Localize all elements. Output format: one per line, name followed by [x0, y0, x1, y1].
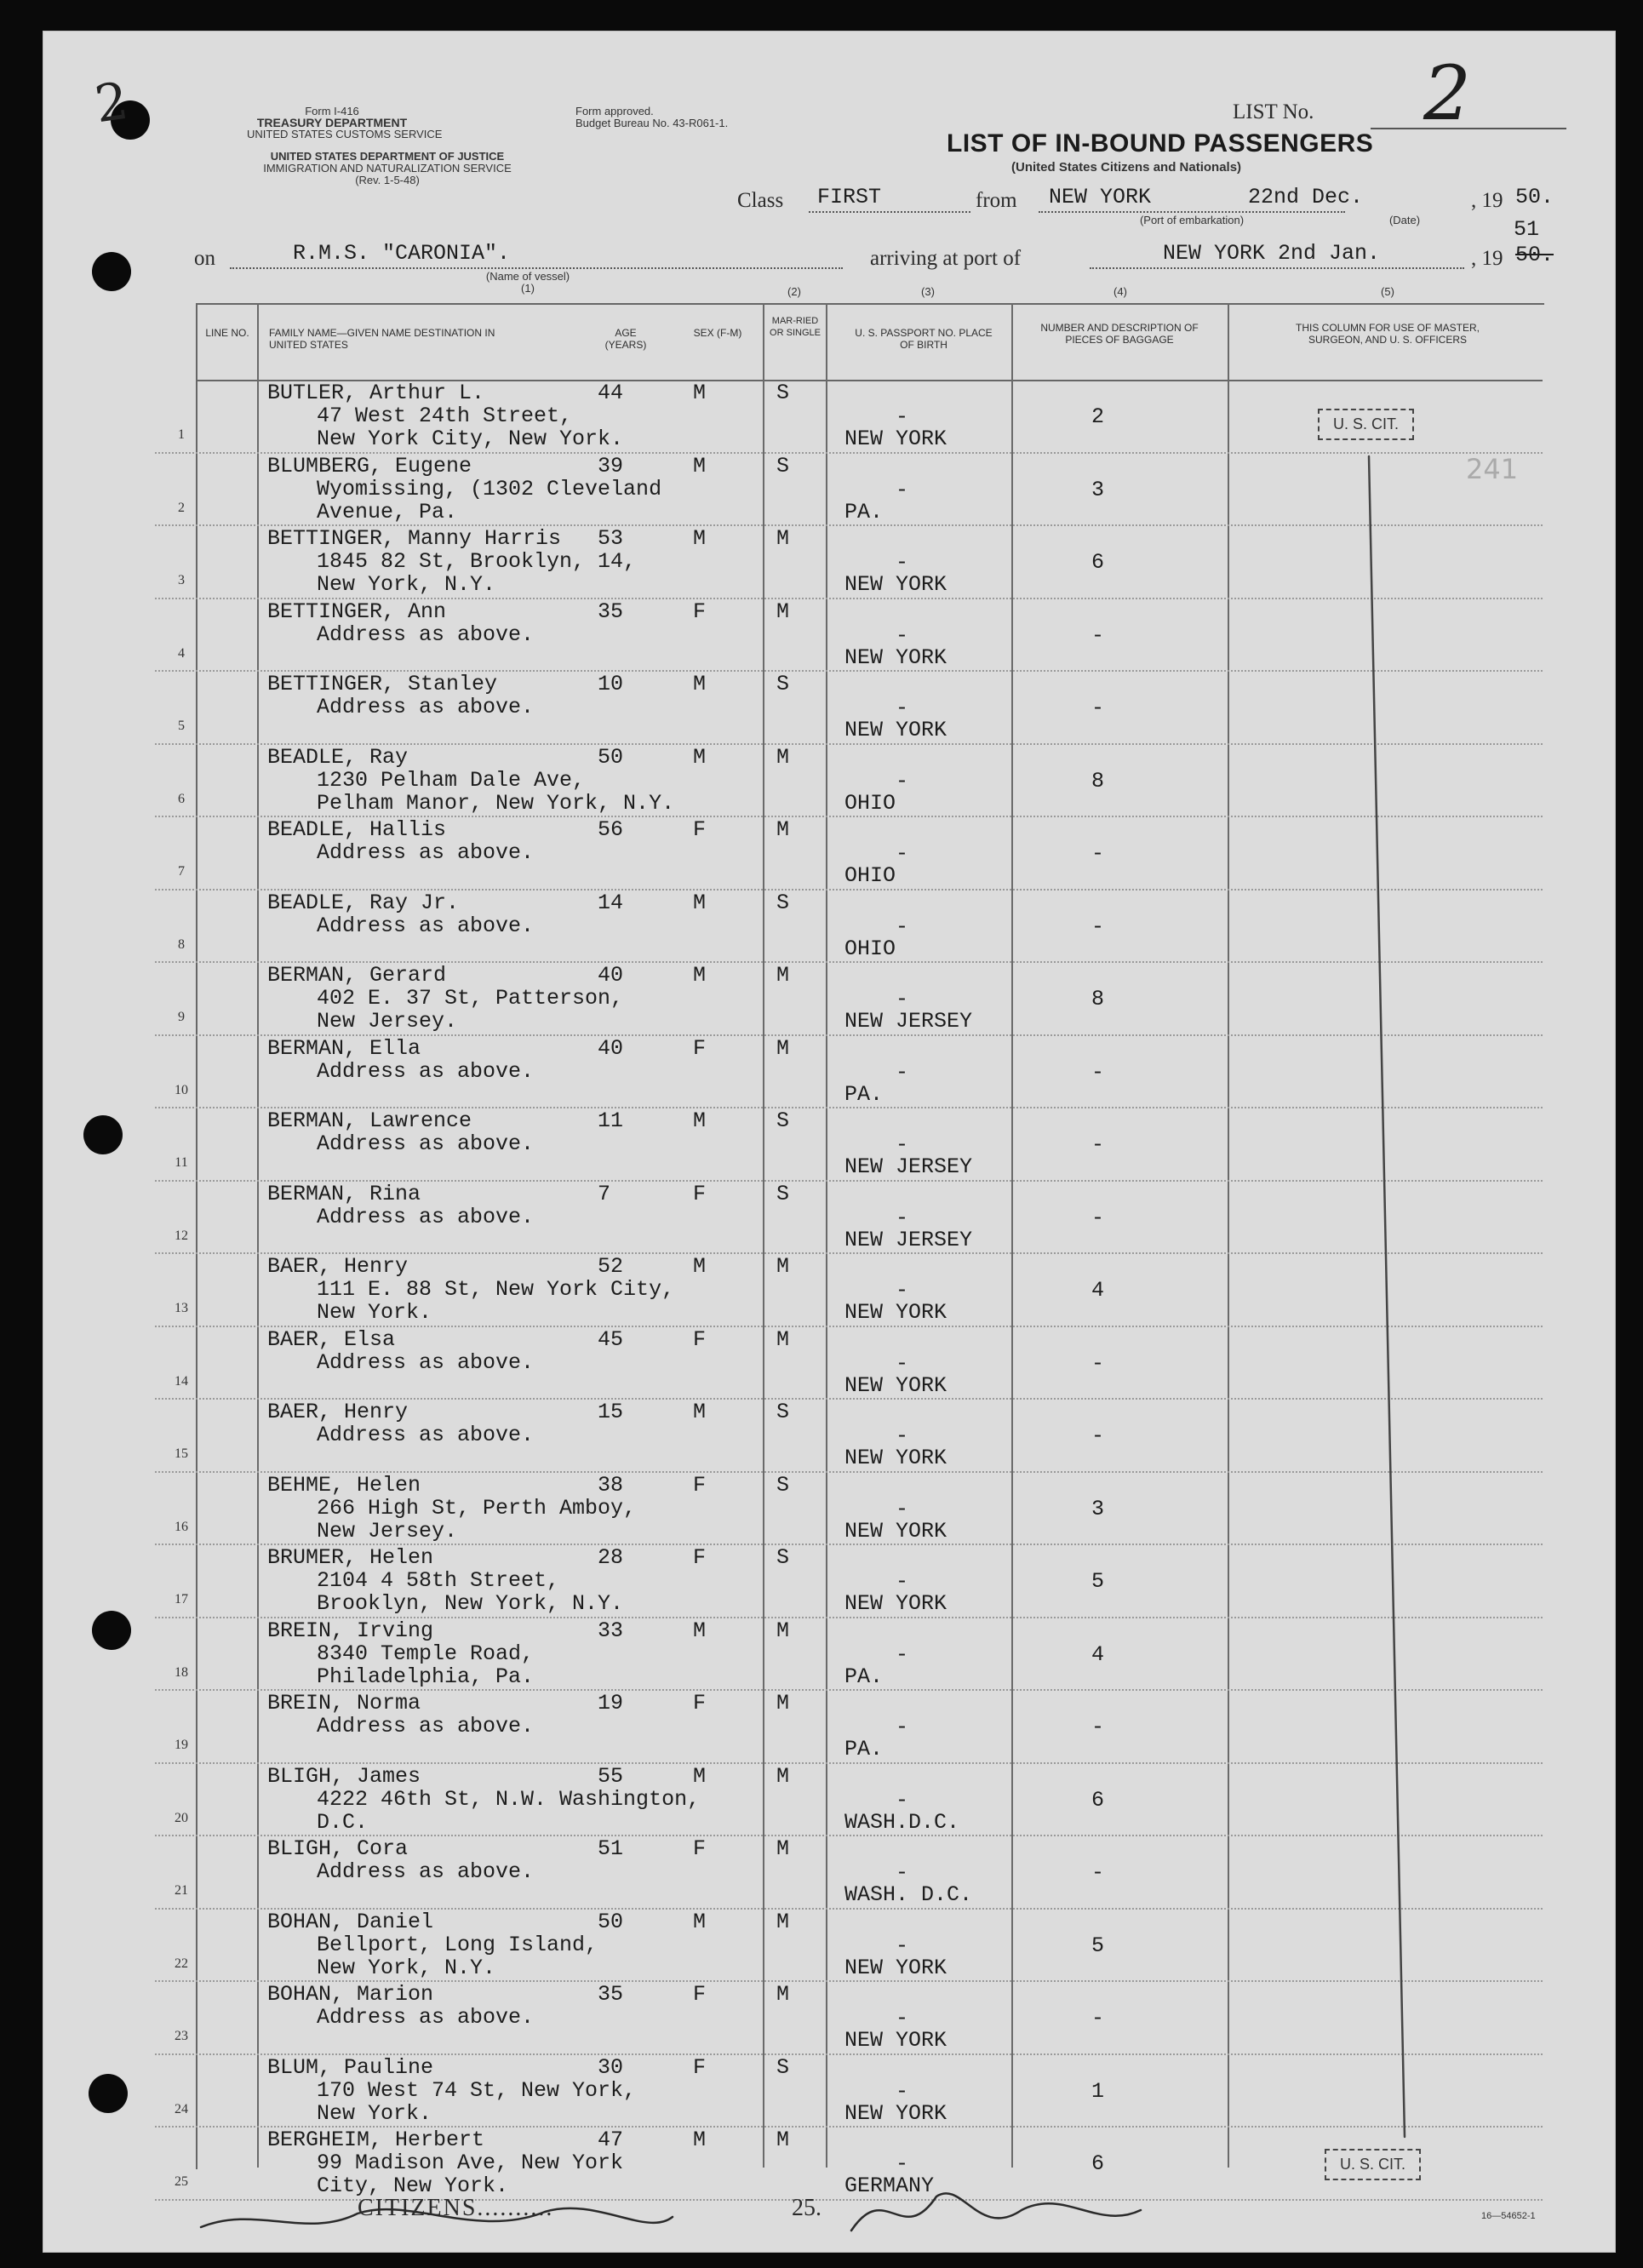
- passport-number: -: [896, 2006, 909, 2030]
- passenger-age: 45: [598, 1326, 624, 1352]
- passenger-name: BETTINGER, Manny Harris: [267, 526, 562, 551]
- passenger-address-2: New York.: [317, 1300, 432, 1325]
- passport-number: -: [896, 550, 909, 575]
- passenger-age: 11: [598, 1108, 624, 1133]
- passenger-name: BERGHEIM, Herbert: [267, 2128, 485, 2152]
- passport-number: -: [896, 1641, 909, 1667]
- passenger-sex: F: [693, 1472, 707, 1498]
- passport-number: -: [896, 1569, 909, 1594]
- baggage-count: -: [1091, 1860, 1105, 1885]
- passenger-age: 38: [598, 1472, 624, 1498]
- passenger-address-1: 170 West 74 St, New York,: [317, 2077, 637, 2103]
- vessel-caption-num: (1): [521, 282, 535, 295]
- form-approved: Form approved.: [575, 105, 654, 117]
- header-baggage: NUMBER AND DESCRIPTION OF PIECES OF BAGGAGE: [1040, 322, 1199, 346]
- passenger-name: BAER, Elsa: [267, 1326, 396, 1352]
- marital-status: M: [776, 598, 790, 624]
- line-number: 4: [178, 645, 185, 661]
- corner-mark: 2: [91, 71, 132, 135]
- passenger-age: 33: [598, 1618, 624, 1643]
- passenger-address-1: Address as above.: [317, 1859, 535, 1884]
- baggage-count: 6: [1091, 1787, 1105, 1813]
- place-of-birth: NEW YORK: [844, 718, 947, 742]
- passenger-age: 47: [598, 2128, 624, 2152]
- ins-service: IMMIGRATION AND NATURALIZATION SERVICE: [263, 162, 512, 175]
- passenger-address-1: Wyomissing, (1302 Cleveland: [317, 476, 662, 501]
- line-number: 14: [175, 1373, 188, 1389]
- col-num-4: (4): [1113, 285, 1127, 298]
- passenger-address-1: Address as above.: [317, 1714, 535, 1738]
- passenger-name: BERMAN, Rina: [267, 1181, 421, 1206]
- passenger-age: 35: [598, 1982, 624, 2007]
- line-number: 7: [178, 864, 185, 879]
- date-value: 22nd Dec.: [1248, 185, 1364, 209]
- passenger-sex: M: [693, 672, 707, 696]
- passport-number: -: [896, 1496, 909, 1521]
- line-number: 23: [175, 2029, 188, 2043]
- passenger-address-1: 111 E. 88 St, New York City,: [317, 1277, 675, 1302]
- passenger-address-2: D.C.: [317, 1809, 369, 1835]
- marital-status: M: [776, 1982, 790, 2007]
- passport-number: -: [896, 696, 909, 720]
- passenger-age: 39: [598, 453, 624, 478]
- passport-number: -: [896, 1278, 909, 1303]
- marital-status: S: [776, 453, 790, 478]
- port-caption: (Port of embarkation): [1139, 214, 1245, 226]
- baggage-count: 4: [1091, 1641, 1105, 1667]
- passenger-name: BOHAN, Daniel: [267, 1909, 434, 1934]
- passenger-age: 15: [598, 1400, 624, 1424]
- passenger-address-1: Address as above.: [317, 840, 535, 865]
- place-of-birth: PA.: [844, 499, 884, 524]
- form-number: Form I-416: [305, 105, 359, 117]
- passenger-age: 40: [598, 1035, 624, 1061]
- passport-number: -: [896, 2078, 909, 2104]
- header-sex: SEX (F-M): [693, 327, 742, 339]
- place-of-birth: NEW YORK: [844, 2028, 947, 2053]
- baggage-count: -: [1091, 622, 1105, 648]
- passenger-sex: F: [693, 1035, 707, 1061]
- passenger-sex: F: [693, 2054, 707, 2080]
- passenger-age: 44: [598, 381, 624, 405]
- passenger-address-1: 8340 Temple Road,: [317, 1641, 535, 1666]
- passenger-name: BERMAN, Gerard: [267, 963, 447, 988]
- marital-status: M: [776, 963, 790, 988]
- line-number: 15: [175, 1446, 188, 1461]
- line-number: 21: [175, 1883, 188, 1898]
- passenger-age: 51: [598, 1836, 624, 1861]
- line-number: 5: [178, 719, 185, 733]
- passenger-address-2: City, New York.: [317, 2174, 509, 2198]
- year-from: 50.: [1515, 185, 1554, 209]
- passenger-age: 35: [598, 598, 624, 624]
- passenger-address-2: Avenue, Pa.: [317, 499, 458, 524]
- header-age: AGE (YEARS): [604, 327, 647, 351]
- marital-status: M: [776, 1691, 790, 1715]
- passenger-address-1: 2104 4 58th Street,: [317, 1568, 560, 1593]
- list-no-label: LIST No.: [1233, 100, 1314, 123]
- passport-number: -: [896, 1715, 909, 1739]
- year-to-struck: 50.: [1515, 243, 1554, 267]
- marital-status: M: [776, 1763, 790, 1789]
- passenger-sex: M: [693, 744, 707, 770]
- passenger-sex: F: [693, 598, 707, 624]
- passport-number: -: [896, 987, 909, 1011]
- place-of-birth: NEW YORK: [844, 644, 947, 670]
- line-number: 6: [178, 791, 185, 806]
- passenger-sex: M: [693, 1763, 707, 1789]
- passenger-address-1: 1845 82 St, Brooklyn, 14,: [317, 549, 637, 574]
- arrival-value: NEW YORK 2nd Jan.: [1163, 241, 1381, 266]
- passenger-sex: M: [693, 1254, 707, 1279]
- place-of-birth: WASH. D.C.: [844, 1882, 973, 1907]
- passport-number: -: [896, 2151, 909, 2176]
- passenger-address-2: Brooklyn, New York, N.Y.: [317, 1591, 624, 1616]
- header-name: FAMILY NAME—GIVEN NAME DESTINATION IN UNITED STATES: [269, 327, 495, 351]
- passenger-age: 50: [598, 1909, 624, 1934]
- passenger-address-1: Address as above.: [317, 2005, 535, 2030]
- line-number: 19: [175, 1738, 188, 1752]
- place-of-birth: NEW YORK: [844, 1591, 947, 1616]
- passenger-address-1: 266 High St, Perth Amboy,: [317, 1495, 637, 1521]
- passenger-name: BERMAN, Lawrence: [267, 1108, 472, 1133]
- passport-number: -: [896, 1933, 909, 1958]
- passenger-sex: F: [693, 1982, 707, 2007]
- baggage-count: 6: [1091, 550, 1105, 575]
- passenger-address-1: 4222 46th St, N.W. Washington,: [317, 1786, 701, 1812]
- passenger-sex: M: [693, 526, 707, 551]
- baggage-count: -: [1091, 914, 1105, 939]
- passport-number: -: [896, 914, 909, 939]
- baggage-count: 5: [1091, 1933, 1105, 1958]
- baggage-count: -: [1091, 841, 1105, 866]
- citizens-count: 25.: [792, 2195, 822, 2221]
- place-of-birth: NEW JERSEY: [844, 1227, 973, 1252]
- passenger-name: BLIGH, Cora: [267, 1836, 409, 1861]
- marital-status: S: [776, 1108, 790, 1133]
- marital-status: M: [776, 1326, 790, 1352]
- passenger-name: BREIN, Norma: [267, 1691, 421, 1715]
- year-to-new: 51: [1514, 217, 1540, 242]
- place-of-birth: NEW YORK: [844, 1446, 947, 1470]
- vertical-cit-line: [1369, 456, 1405, 2137]
- passenger-address-1: Address as above.: [317, 695, 535, 719]
- marital-status: M: [776, 744, 790, 770]
- line-number: 25: [175, 2174, 188, 2189]
- marital-status: S: [776, 1545, 790, 1570]
- passenger-sex: M: [693, 453, 707, 478]
- justice-dept: UNITED STATES DEPARTMENT OF JUSTICE: [270, 150, 505, 163]
- marital-status: M: [776, 1836, 790, 1861]
- marital-status: S: [776, 1400, 790, 1424]
- passenger-age: 14: [598, 890, 624, 915]
- line-number: 20: [175, 1810, 188, 1825]
- passenger-name: BOHAN, Marion: [267, 1982, 434, 2007]
- passenger-age: 53: [598, 526, 624, 551]
- passenger-address-1: 402 E. 37 St, Patterson,: [317, 986, 624, 1011]
- passenger-sex: F: [693, 1691, 707, 1715]
- passenger-address-1: Address as above.: [317, 913, 535, 938]
- line-number: 13: [175, 1301, 188, 1315]
- passenger-address-2: Pelham Manor, New York, N.Y.: [317, 790, 675, 816]
- line-number: 1: [178, 427, 185, 442]
- baggage-count: -: [1091, 1423, 1105, 1448]
- line-number: 2: [178, 500, 185, 515]
- line-number: 9: [178, 1010, 185, 1024]
- passenger-name: BEADLE, Ray: [267, 744, 409, 770]
- place-of-birth: OHIO: [844, 790, 896, 816]
- passenger-sex: F: [693, 1836, 707, 1861]
- passenger-address-1: 1230 Pelham Dale Ave,: [317, 767, 586, 793]
- marital-status: M: [776, 526, 790, 551]
- passenger-age: 10: [598, 672, 624, 696]
- budget-bureau: Budget Bureau No. 43-R061-1.: [575, 117, 729, 129]
- marital-status: M: [776, 1035, 790, 1061]
- marital-status: M: [776, 2128, 790, 2152]
- list-number: 2: [1423, 49, 1471, 137]
- line-number: 24: [175, 2101, 188, 2116]
- passenger-sex: M: [693, 2128, 707, 2152]
- passenger-sex: M: [693, 1909, 707, 1934]
- passenger-age: 19: [598, 1691, 624, 1715]
- place-of-birth: NEW YORK: [844, 1300, 947, 1325]
- header-officers: THIS COLUMN FOR USE OF MASTER, SURGEON, AND U. S. OFFICERS: [1295, 322, 1480, 346]
- place-of-birth: NEW YORK: [844, 1955, 947, 1980]
- place-of-birth: NEW YORK: [844, 1518, 947, 1544]
- line-number: 18: [175, 1664, 188, 1680]
- vessel-caption: (Name of vessel): [485, 270, 570, 283]
- passenger-address-1: 47 West 24th Street,: [317, 404, 573, 428]
- passenger-sex: F: [693, 1181, 707, 1206]
- marital-status: M: [776, 1909, 790, 1934]
- passenger-name: BLUM, Pauline: [267, 2054, 434, 2080]
- marital-status: M: [776, 817, 790, 842]
- place-of-birth: GERMANY: [844, 2174, 935, 2198]
- vessel-name: R.M.S. "CARONIA".: [293, 241, 511, 266]
- passport-number: -: [896, 404, 909, 429]
- marital-status: S: [776, 672, 790, 696]
- year-prefix: , 19: [1471, 189, 1503, 212]
- header-married: MAR-RIED OR SINGLE: [770, 316, 821, 338]
- passenger-age: 28: [598, 1545, 624, 1570]
- place-of-birth: NEW YORK: [844, 427, 947, 451]
- us-citizen-stamp: U. S. CIT.: [1325, 2149, 1421, 2180]
- passport-number: -: [896, 622, 909, 648]
- page-title: LIST OF IN-BOUND PASSENGERS: [947, 129, 1374, 158]
- baggage-count: -: [1091, 1715, 1105, 1739]
- marital-status: S: [776, 1181, 790, 1206]
- class-value: FIRST: [817, 185, 882, 209]
- passenger-age: 55: [598, 1763, 624, 1789]
- passenger-name: BREIN, Irving: [267, 1618, 434, 1643]
- passport-number: -: [896, 1787, 909, 1813]
- passenger-name: BEHME, Helen: [267, 1472, 421, 1498]
- date-caption: (Date): [1388, 214, 1421, 226]
- passenger-address-2: New York, N.Y.: [317, 572, 496, 597]
- passenger-sex: M: [693, 890, 707, 915]
- line-number: 11: [175, 1155, 188, 1170]
- place-of-birth: NEW YORK: [844, 2100, 947, 2126]
- line-number: 10: [175, 1082, 188, 1097]
- passport-number: -: [896, 768, 909, 793]
- customs-service: UNITED STATES CUSTOMS SERVICE: [247, 128, 443, 140]
- class-label: Class: [737, 189, 784, 212]
- passport-number: -: [896, 1205, 909, 1230]
- passenger-name: BETTINGER, Ann: [267, 598, 447, 624]
- initials-scribble: [201, 2208, 673, 2227]
- treasury-dept: TREASURY DEPARTMENT: [256, 116, 408, 129]
- baggage-count: 5: [1091, 1569, 1105, 1594]
- passenger-address-1: Address as above.: [317, 1204, 535, 1229]
- baggage-count: 3: [1091, 1496, 1105, 1521]
- place-of-birth: NEW JERSEY: [844, 1009, 973, 1034]
- passenger-address-1: Address as above.: [317, 621, 535, 647]
- line-number: 8: [178, 936, 185, 952]
- passport-number: -: [896, 1132, 909, 1157]
- baggage-count: 1: [1091, 2078, 1105, 2104]
- passport-number: -: [896, 477, 909, 502]
- header-line-no: LINE NO.: [205, 327, 249, 339]
- print-code: 16—54652-1: [1481, 2211, 1536, 2221]
- passenger-age: 30: [598, 2054, 624, 2080]
- baggage-count: -: [1091, 696, 1105, 720]
- place-of-birth: PA.: [844, 1081, 884, 1107]
- place-of-birth: OHIO: [844, 936, 896, 961]
- passenger-name: BEADLE, Hallis: [267, 817, 447, 842]
- passport-number: -: [896, 841, 909, 866]
- passenger-address-1: Address as above.: [317, 1349, 535, 1375]
- passenger-name: BAER, Henry: [267, 1254, 409, 1279]
- passenger-name: BERMAN, Ella: [267, 1035, 421, 1061]
- passenger-address-1: 99 Madison Ave, New York: [317, 2151, 624, 2175]
- place-of-birth: OHIO: [844, 863, 896, 888]
- baggage-count: 8: [1091, 768, 1105, 793]
- passenger-sex: F: [693, 817, 707, 842]
- baggage-count: -: [1091, 1132, 1105, 1157]
- passenger-address-2: New Jersey.: [317, 1518, 458, 1544]
- passenger-sex: M: [693, 1108, 707, 1133]
- passenger-age: 56: [598, 817, 624, 842]
- from-label: from: [976, 189, 1017, 212]
- place-of-birth: PA.: [844, 1664, 884, 1689]
- passenger-age: 40: [598, 963, 624, 988]
- baggage-count: 3: [1091, 477, 1105, 502]
- col-num-2: (2): [787, 285, 801, 298]
- baggage-count: -: [1091, 2006, 1105, 2030]
- page-subtitle: (United States Citizens and Nationals): [1011, 160, 1242, 175]
- marital-status: S: [776, 1472, 790, 1498]
- passport-number: -: [896, 1423, 909, 1448]
- passport-number: -: [896, 1350, 909, 1376]
- passenger-age: 52: [598, 1254, 624, 1279]
- year-prefix-2: , 19: [1471, 247, 1503, 270]
- passenger-name: BLUMBERG, Eugene: [267, 453, 472, 478]
- baggage-count: 4: [1091, 1278, 1105, 1303]
- on-label: on: [194, 247, 215, 270]
- place-of-birth: WASH.D.C.: [844, 1809, 960, 1835]
- passenger-address-1: Address as above.: [317, 1423, 535, 1447]
- col-num-3: (3): [921, 285, 935, 298]
- place-of-birth: NEW JERSEY: [844, 1154, 973, 1179]
- line-number: 12: [175, 1228, 188, 1243]
- passenger-address-2: New York.: [317, 2100, 432, 2126]
- col-num-5: (5): [1381, 285, 1394, 298]
- baggage-count: -: [1091, 1205, 1105, 1230]
- passenger-sex: M: [693, 1400, 707, 1424]
- place-of-birth: NEW YORK: [844, 572, 947, 597]
- marital-status: S: [776, 381, 790, 405]
- baggage-count: 6: [1091, 2151, 1105, 2176]
- passenger-sex: F: [693, 1545, 707, 1570]
- place-of-birth: PA.: [844, 1737, 884, 1761]
- header-passport: U. S. PASSPORT NO. PLACE OF BIRTH: [855, 327, 993, 351]
- line-number: 17: [175, 1592, 188, 1606]
- passenger-sex: F: [693, 1326, 707, 1352]
- passenger-name: BRUMER, Helen: [267, 1545, 434, 1570]
- passenger-address-2: New Jersey.: [317, 1009, 458, 1034]
- line-number: 3: [178, 573, 185, 587]
- baggage-count: 8: [1091, 987, 1105, 1011]
- pencil-number: 241: [1466, 453, 1519, 485]
- place-of-birth: NEW YORK: [844, 1372, 947, 1398]
- passenger-address-2: New York, N.Y.: [317, 1955, 496, 1980]
- passenger-address-2: New York City, New York.: [317, 427, 624, 451]
- passenger-sex: M: [693, 963, 707, 988]
- passport-number: -: [896, 1860, 909, 1885]
- passenger-address-2: Philadelphia, Pa.: [317, 1664, 535, 1689]
- passenger-name: BUTLER, Arthur L.: [267, 381, 485, 405]
- marital-status: M: [776, 1254, 790, 1279]
- line-number: 22: [175, 1956, 188, 1971]
- marital-status: S: [776, 890, 790, 915]
- from-value: NEW YORK: [1049, 185, 1152, 209]
- passenger-address-1: Address as above.: [317, 1058, 535, 1084]
- passport-number: -: [896, 1059, 909, 1085]
- baggage-count: 2: [1091, 404, 1105, 429]
- signature-scribble: [851, 2193, 1141, 2231]
- passenger-address-1: Address as above.: [317, 1131, 535, 1156]
- passenger-name: BLIGH, James: [267, 1763, 421, 1789]
- line-number: 16: [175, 1519, 188, 1534]
- citizens-label: CITIZENS..........: [358, 2195, 554, 2221]
- revision: (Rev. 1-5-48): [355, 174, 420, 186]
- passenger-name: BETTINGER, Stanley: [267, 672, 498, 696]
- marital-status: M: [776, 1618, 790, 1643]
- baggage-count: -: [1091, 1350, 1105, 1376]
- baggage-count: -: [1091, 1059, 1105, 1085]
- passenger-sex: M: [693, 381, 707, 405]
- passenger-sex: M: [693, 1618, 707, 1643]
- us-citizen-stamp: U. S. CIT.: [1318, 409, 1414, 440]
- passenger-age: 7: [598, 1181, 611, 1206]
- passenger-name: BEADLE, Ray Jr.: [267, 890, 460, 915]
- passenger-name: BAER, Henry: [267, 1400, 409, 1424]
- passenger-address-1: Bellport, Long Island,: [317, 1932, 598, 1957]
- passenger-age: 50: [598, 744, 624, 770]
- marital-status: S: [776, 2054, 790, 2080]
- arriving-label: arriving at port of: [870, 247, 1022, 270]
